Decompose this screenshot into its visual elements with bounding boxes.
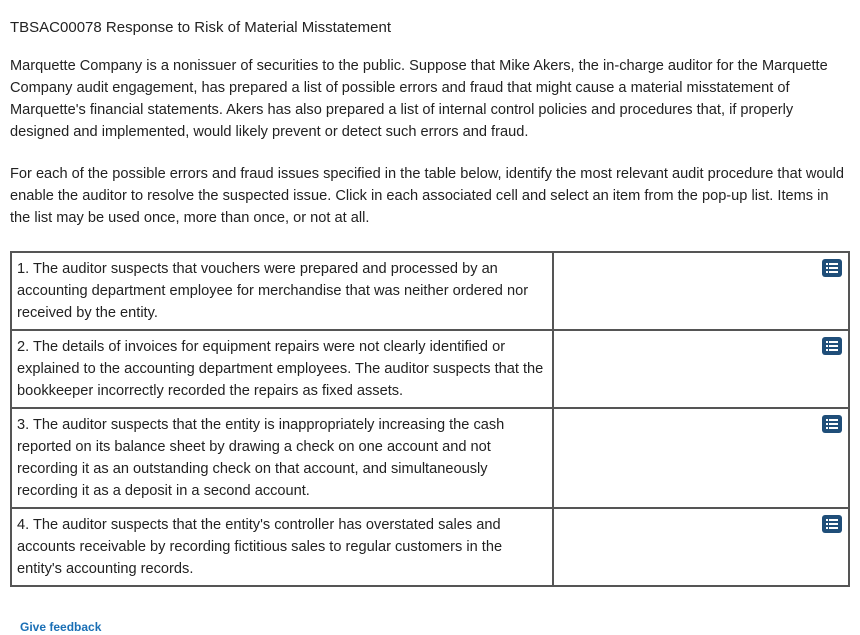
instructions-paragraph: For each of the possible errors and fraud issues specified in the table below, identify the most relevant audit procedure that would enable the auditor to resolve the suspected issue. Click in each associated cell and select an item from the pop-up list. Items in the list may be used once, more than once, or not at all. [10, 166, 844, 226]
question-cell-2: 2. The details of invoices for equipment repairs were not clearly identified or explained to the accounting department employees. The auditor suspects that the bookkeeper incorrectly recorded the repairs as fixed assets. [11, 330, 553, 408]
answer-cell-2[interactable] [553, 330, 849, 408]
question-cell-1: 1. The auditor suspects that vouchers were prepared and processed by an accounting department employee for merchandise that was neither ordered nor received by the entity. [11, 252, 553, 330]
question-cell-4: 4. The auditor suspects that the entity's controller has overstated sales and accounts receivable by recording fictitious sales to regular customers in the entity's accounting records. [11, 508, 553, 586]
table-row [11, 252, 849, 330]
table-row [11, 330, 849, 408]
question-cell-3: 3. The auditor suspects that the entity is inappropriately increasing the cash reported on its balance sheet by drawing a check on one account and not recording it as an outstanding check on that account, and simultaneously recording it as a deposit in a second account. [11, 408, 553, 508]
table-row [11, 408, 849, 508]
question-table [10, 251, 850, 587]
table-row [11, 508, 849, 586]
page [10, 0, 850, 587]
list-icon[interactable] [822, 515, 842, 533]
answer-cell-3[interactable] [553, 408, 849, 508]
answer-cell-4[interactable] [553, 508, 849, 586]
scenario-paragraph: Marquette Company is a nonissuer of securities to the public. Suppose that Mike Akers, the in-charge auditor for the Marquette Company audit engagement, has prepared a list of possible errors and fraud that might cause a material misstatement of Marquette's financial statements. Akers has also prepared a list of internal control policies and procedures that, if properly designed and implemented, would likely prevent or detect such errors and fraud. [10, 58, 828, 140]
list-icon[interactable] [822, 337, 842, 355]
list-icon[interactable] [822, 259, 842, 277]
page-title: TBSAC00078 Response to Risk of Material Misstatement [10, 19, 391, 36]
give-feedback-link[interactable]: Give feedback [20, 620, 102, 634]
list-icon[interactable] [822, 415, 842, 433]
answer-cell-1[interactable] [553, 252, 849, 330]
